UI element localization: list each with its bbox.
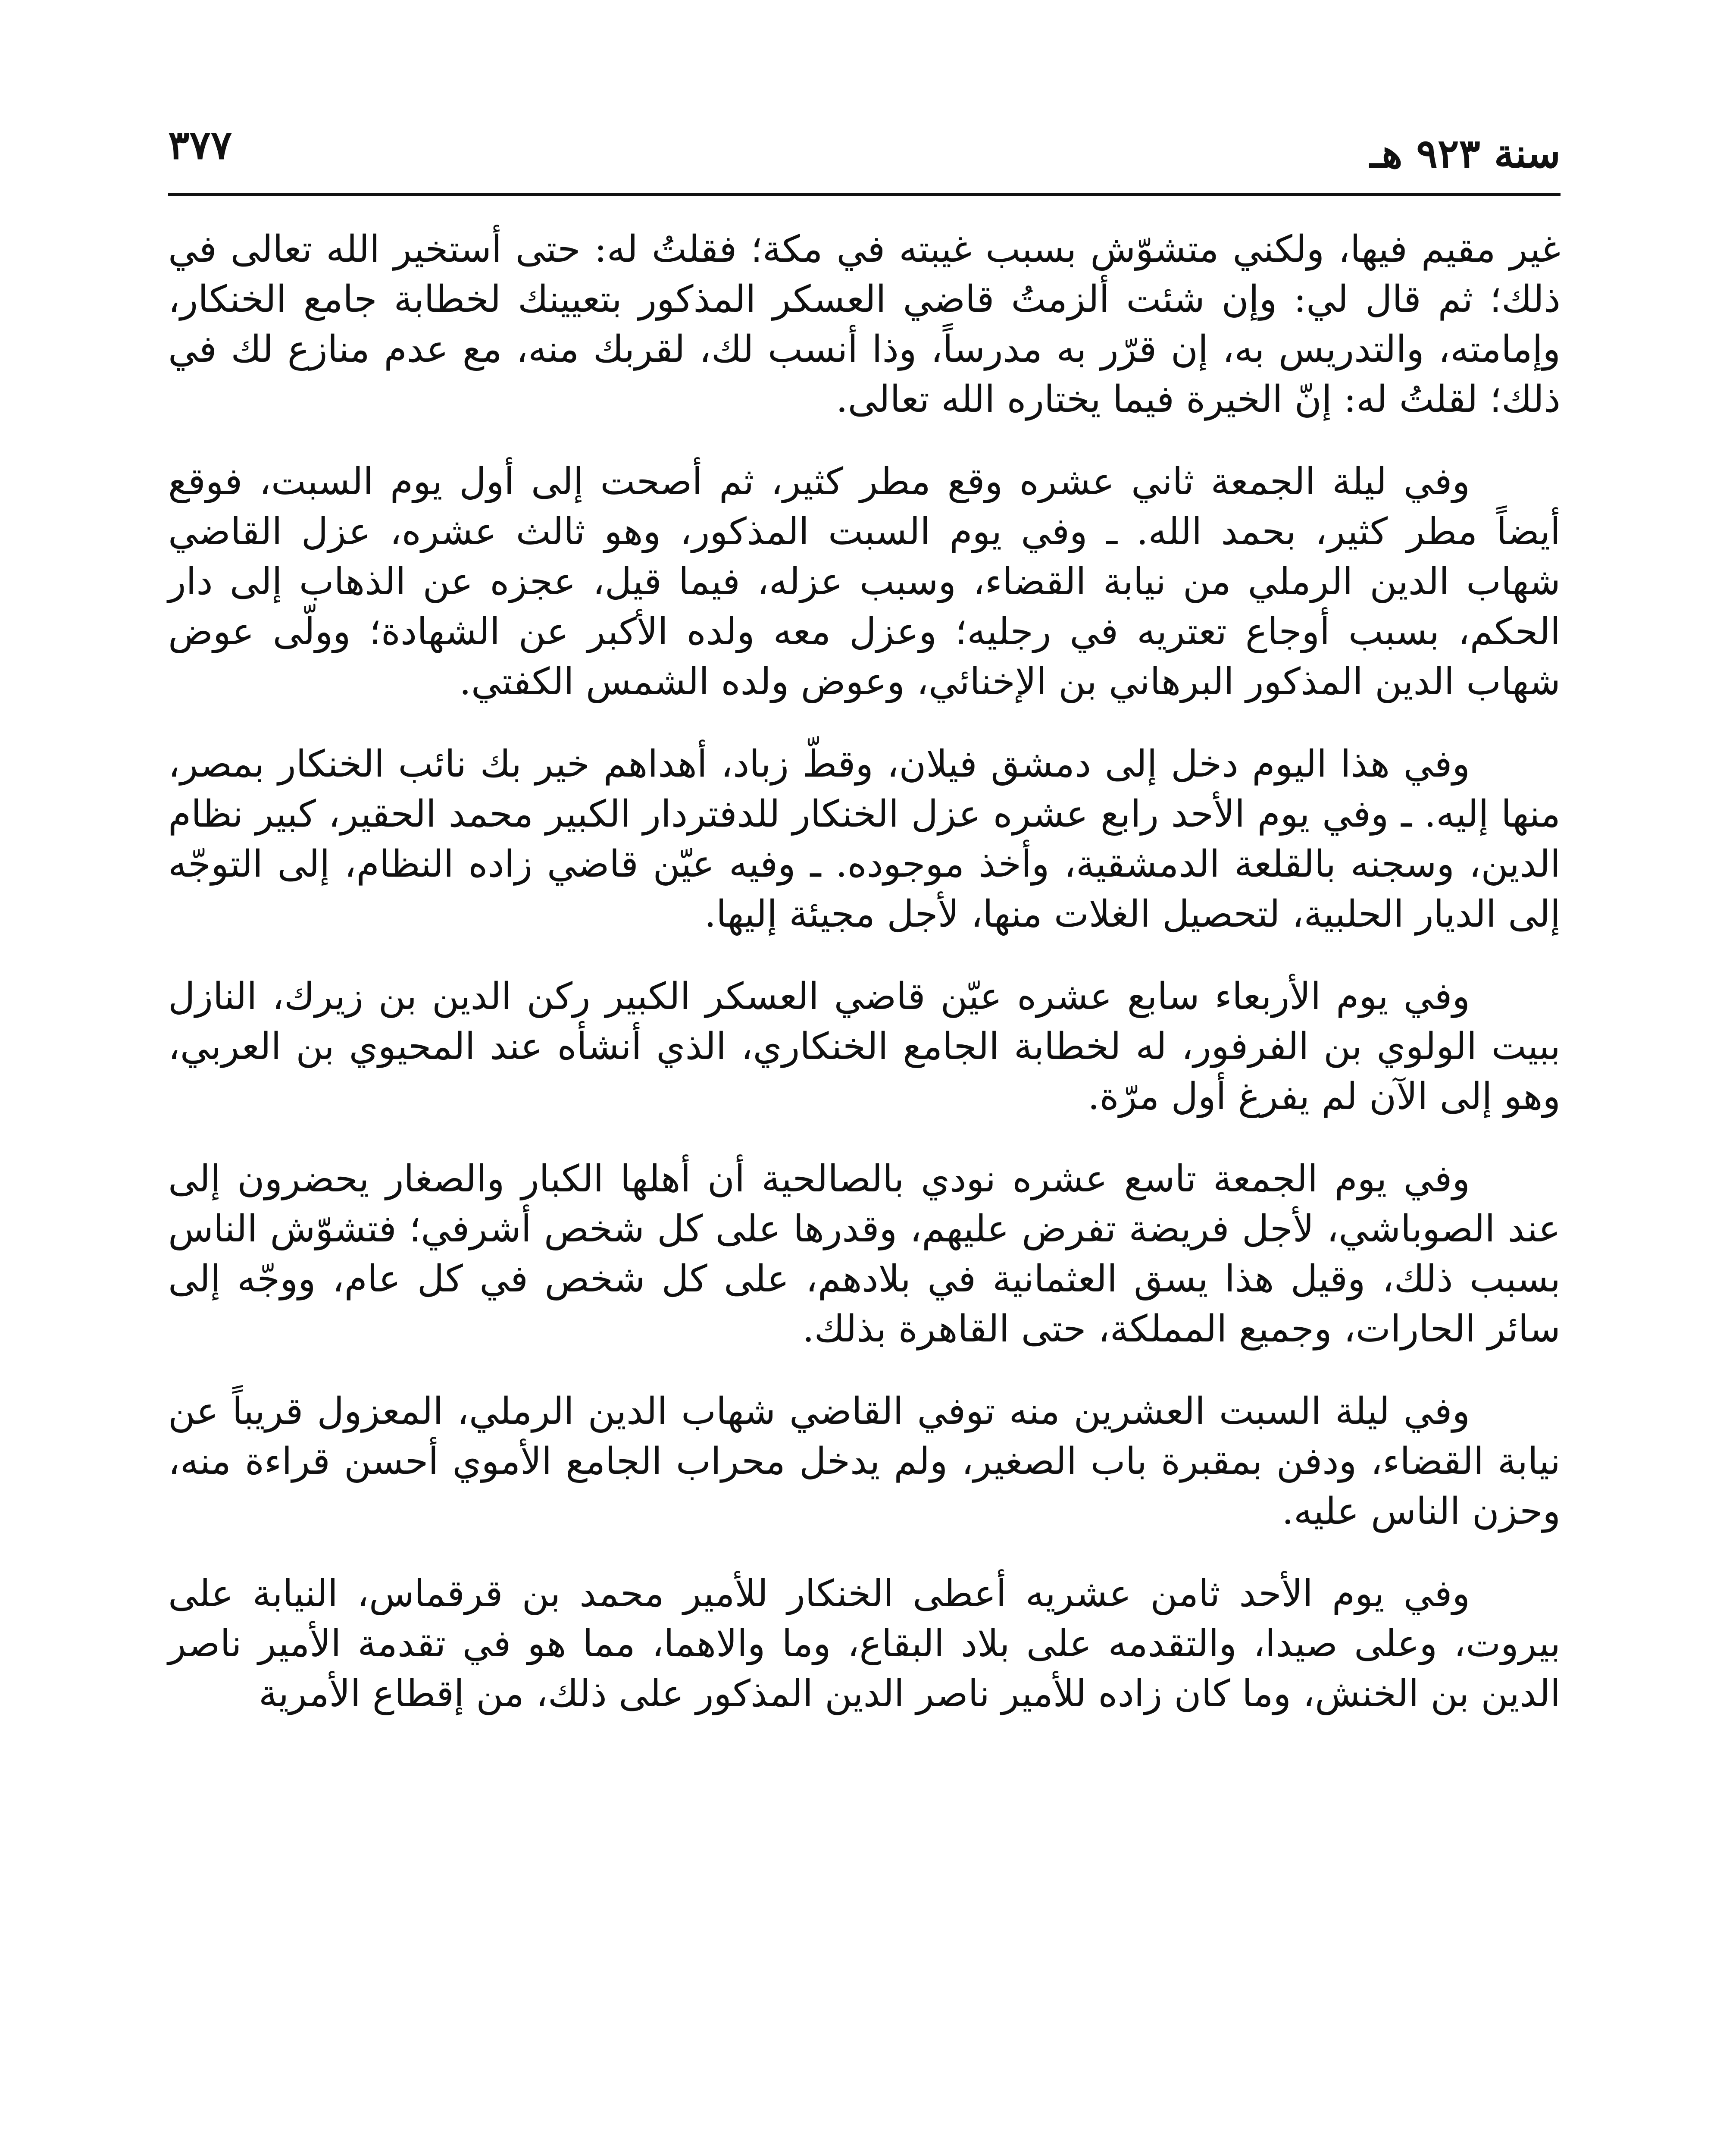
paragraph-1: غير مقيم فيها، ولكني متشوّش بسبب غيبته في مكة؛ فقلتُ له: حتى أستخير الله تعالى في ذلك؛ ثم قال لي: وإن شئت ألزمتُ قاضي العسكر المذكور بتعيينك لخطابة جامع الخنكار، وإمامته، والتدريس به، إن قرّر به مدرساً، وذا أنسب لك، لقربك منه، مع عدم منازع لك في ذلك؛ لقلتُ له: إنّ الخيرة فيما يختاره الله تعالى. xyxy=(168,228,1561,421)
running-head xyxy=(168,116,1561,190)
paragraph-4: وفي يوم الأربعاء سابع عشره عيّن قاضي العسكر الكبير ركن الدين بن زيرك، النازل ببيت الولوي بن الفرفور، له لخطابة الجامع الخنكاري، الذي أنشأه عند المحيوي بن العربي، وهو إلى الآن لم يفرغ أول مرّة. xyxy=(168,975,1561,1118)
paragraph-3: وفي هذا اليوم دخل إلى دمشق فيلان، وقطّ زباد، أهداهم خير بك نائب الخنكار بمصر، منها إليه. ـ وفي يوم الأحد رابع عشره عزل الخنكار للدفتردار الكبير محمد الحقير، كبير نظام الدين، وسجنه بالقلعة الدمشقية، وأخذ موجوده. ـ وفيه عيّن قاضي زاده النظام، إلى التوجّه إلى الديار الحلبية، لتحصيل الغلات منها، لأجل مجيئة إليها. xyxy=(168,743,1561,936)
paragraph-2: وفي ليلة الجمعة ثاني عشره وقع مطر كثير، ثم أصحت إلى أول يوم السبت، فوقع أيضاً مطر كثير، بحمد الله. ـ وفي يوم السبت المذكور، وهو ثالث عشره، عزل القاضي شهاب الدين الرملي من نيابة القضاء، وسبب عزله، فيما قيل، عجزه عن الذهاب إلى دار الحكم، بسبب أوجاع تعتريه في رجليه؛ وعزل معه ولده الأكبر عن الشهادة؛ وولّى عوض شهاب الدين المذكور البرهاني بن الإخنائي، وعوض ولده الشمس الكفتي. xyxy=(168,460,1561,703)
header-rule xyxy=(168,193,1561,196)
body-text xyxy=(168,224,1561,1751)
paragraph-7: وفي يوم الأحد ثامن عشريه أعطى الخنكار للأمير محمد بن قرقماس، النيابة على بيروت، وعلى صيدا، والتقدمه على بلاد البقاع، وما والاهما، مما هو في تقدمة الأمير ناصر الدين بن الخنش، وما كان زاده للأمير ناصر الدين المذكور على ذلك، من إقطاع الأمرية xyxy=(168,1572,1561,1715)
paragraph-5: وفي يوم الجمعة تاسع عشره نودي بالصالحية أن أهلها الكبار والصغار يحضرون إلى عند الصوباشي، لأجل فريضة تفرض عليهم، وقدرها على كل شخص أشرفي؛ فتشوّش الناس بسبب ذلك، وقيل هذا يسق العثمانية في بلادهم، على كل شخص في كل عام، ووجّه إلى سائر الحارات، وجميع المملكة، حتى القاهرة بذلك. xyxy=(168,1157,1561,1351)
page-number: ٣٧٧ xyxy=(168,122,232,168)
paragraph-6: وفي ليلة السبت العشرين منه توفي القاضي شهاب الدين الرملي، المعزول قريباً عن نيابة القضاء، ودفن بمقبرة باب الصغير، ولم يدخل محراب الجامع الأموي أحسن قراءة منه، وحزن الناس عليه. xyxy=(168,1390,1561,1533)
header-year: سنة ٩٢٣ هـ xyxy=(1370,130,1561,177)
